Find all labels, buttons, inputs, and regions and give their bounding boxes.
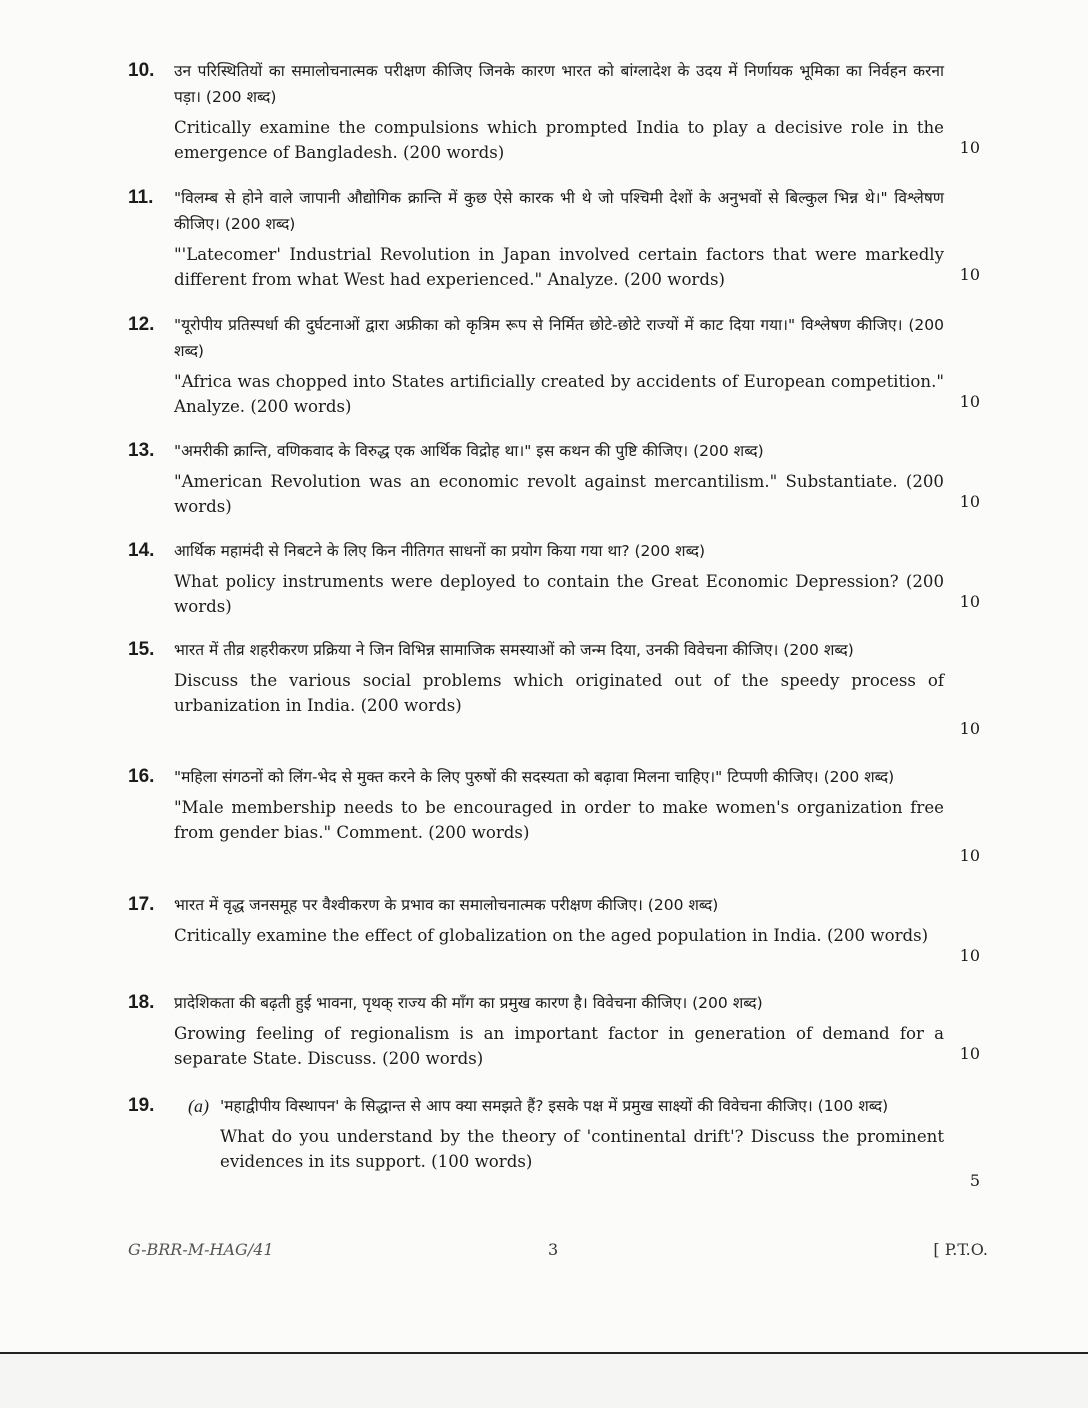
question-number: 16. bbox=[128, 766, 155, 787]
question-number: 10. bbox=[128, 60, 155, 81]
question-12 bbox=[128, 312, 988, 414]
question-hindi-text: "महिला संगठनों को लिंग-भेद से मुक्त करने के लिए पुरुषों की सदस्यता को बढ़ावा मिलना चाहिए।" टिप्पणी कीजिए। (200 शब्द) bbox=[174, 768, 895, 786]
scan-bottom-margin bbox=[0, 1354, 1088, 1408]
question-marks: 10 bbox=[959, 719, 980, 738]
question-15 bbox=[128, 637, 988, 741]
question-hindi-text: "विलम्ब से होने वाले जापानी औद्योगिक क्रान्ति में कुछ ऐसे कारक भी थे जो पश्चिमी देशों के अनुभवों से बिल्कुल भिन्न थे।" विश्लेषण कीजिए। (200 शब्द) bbox=[174, 189, 944, 233]
question-english-text: Critically examine the effect of globalization on the aged population in India. (200 words) bbox=[174, 926, 929, 945]
question-16 bbox=[128, 764, 988, 868]
question-english-text: Discuss the various social problems which originated out of the speedy process of urbanization in India. (200 words) bbox=[174, 671, 944, 715]
question-english-text: What policy instruments were deployed to contain the Great Economic Depression? (200 words) bbox=[174, 572, 944, 616]
sub-question-label: (a) bbox=[188, 1096, 209, 1116]
question-marks: 10 bbox=[959, 846, 980, 865]
question-number: 14. bbox=[128, 540, 155, 561]
question-english-text: "Africa was chopped into States artificially created by accidents of European competition." Analyze. (200 words) bbox=[174, 372, 944, 416]
question-hindi-text: उन परिस्थितियों का समालोचनात्मक परीक्षण कीजिए जिनके कारण भारत को बांग्लादेश के उदय में निर्णायक भूमिका का निर्वहन करना पड़ा। (200 शब्द) bbox=[174, 62, 944, 106]
question-english-text: What do you understand by the theory of 'continental drift'? Discuss the prominent evidences in its support. (100 words) bbox=[220, 1127, 944, 1171]
page-footer bbox=[128, 1240, 988, 1270]
question-11 bbox=[128, 185, 988, 287]
question-19 bbox=[128, 1093, 988, 1193]
question-number: 19. bbox=[128, 1095, 155, 1116]
question-number: 12. bbox=[128, 314, 155, 335]
question-hindi-text: भारत में वृद्ध जनसमूह पर वैश्वीकरण के प्रभाव का समालोचनात्मक परीक्षण कीजिए। (200 शब्द) bbox=[174, 896, 719, 914]
question-marks: 10 bbox=[959, 265, 980, 284]
question-10 bbox=[128, 58, 988, 160]
question-english-text: "American Revolution was an economic revolt against mercantilism." Substantiate. (200 words) bbox=[174, 472, 944, 516]
question-english-text: "Male membership needs to be encouraged in order to make women's organization free from gender bias." Comment. (200 words) bbox=[174, 798, 944, 842]
question-marks: 5 bbox=[969, 1171, 980, 1190]
question-marks: 10 bbox=[959, 946, 980, 965]
question-17 bbox=[128, 892, 988, 968]
question-18 bbox=[128, 990, 988, 1066]
question-hindi-text: भारत में तीव्र शहरीकरण प्रक्रिया ने जिन विभिन्न सामाजिक समस्याओं को जन्म दिया, उनकी विवेचना कीजिए। (200 शब्द) bbox=[174, 641, 854, 659]
question-14 bbox=[128, 538, 988, 614]
page-number: 3 bbox=[548, 1240, 559, 1259]
paper-code: G-BRR-M-HAG/41 bbox=[128, 1240, 274, 1259]
question-hindi-text: "यूरोपीय प्रतिस्पर्धा की दुर्घटनाओं द्वारा अफ्रीका को कृत्रिम रूप से निर्मित छोटे-छोटे राज्यों में काट दिया गया।" विश्लेषण कीजिए। (200 शब्द) bbox=[174, 316, 944, 360]
question-english-text: "'Latecomer' Industrial Revolution in Japan involved certain factors that were markedly different from what West had experienced." Analyze. (200 words) bbox=[174, 245, 944, 289]
question-number: 15. bbox=[128, 639, 155, 660]
question-number: 13. bbox=[128, 440, 155, 461]
question-marks: 10 bbox=[959, 1044, 980, 1063]
pto-label: [ P.T.O. bbox=[933, 1240, 988, 1259]
question-13 bbox=[128, 438, 988, 514]
question-hindi-text: प्रादेशिकता की बढ़ती हुई भावना, पृथक् राज्य की माँग का प्रमुख कारण है। विवेचना कीजिए। (200 शब्द) bbox=[174, 994, 763, 1012]
question-hindi-text: "अमरीकी क्रान्ति, वणिकवाद के विरुद्ध एक आर्थिक विद्रोह था।" इस कथन की पुष्टि कीजिए। (200 शब्द) bbox=[174, 442, 764, 460]
question-number: 18. bbox=[128, 992, 155, 1013]
question-number: 11. bbox=[128, 187, 154, 208]
question-marks: 10 bbox=[959, 492, 980, 511]
question-hindi-text: 'महाद्वीपीय विस्थापन' के सिद्धान्त से आप क्या समझते हैं? इसके पक्ष में प्रमुख साक्ष्यों की विवेचना कीजिए। (100 शब्द) bbox=[220, 1097, 889, 1115]
question-english-text: Critically examine the compulsions which prompted India to play a decisive role in the emergence of Bangladesh. (200 words) bbox=[174, 118, 944, 162]
question-marks: 10 bbox=[959, 392, 980, 411]
question-marks: 10 bbox=[959, 138, 980, 157]
question-marks: 10 bbox=[959, 592, 980, 611]
question-hindi-text: आर्थिक महामंदी से निबटने के लिए किन नीतिगत साधनों का प्रयोग किया गया था? (200 शब्द) bbox=[174, 542, 706, 560]
question-english-text: Growing feeling of regionalism is an important factor in generation of demand for a separate State. Discuss. (200 words) bbox=[174, 1024, 944, 1068]
question-number: 17. bbox=[128, 894, 155, 915]
